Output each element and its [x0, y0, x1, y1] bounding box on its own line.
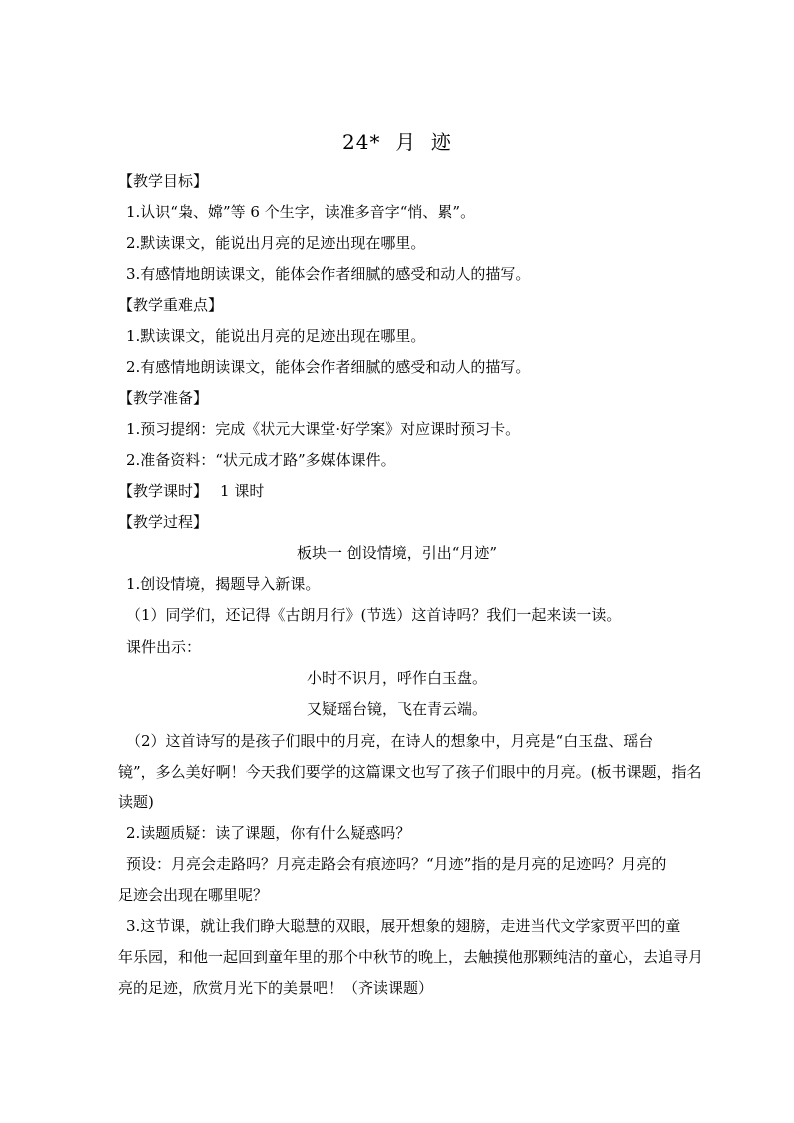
sub-step-1: （1）同学们，还记得《古朗月行》(节选）这首诗吗？我们一起来读一读。	[126, 606, 622, 624]
objective-item: 3.有感情地朗读课文，能体会作者细腻的感受和动人的描写。	[126, 265, 531, 283]
objectives-heading: 【教学目标】	[118, 172, 209, 190]
key-point-item: 2.有感情地朗读课文，能体会作者细腻的感受和动人的描写。	[126, 358, 531, 376]
sub-step-2-line: 读题)	[118, 793, 154, 811]
hours-value: 1 课时	[220, 482, 265, 500]
poem-line: 小时不识月，呼作白玉盘。	[306, 669, 487, 687]
sub-step-2-line: 镜”，多么美好啊！今天我们要学的这篇课文也写了孩子们眼中的月亮。(板书课题，指名	[118, 763, 702, 781]
preset-line: 足迹会出现在哪里呢？	[118, 886, 269, 904]
step-2: 2.读题质疑：读了课题，你有什么疑惑吗？	[126, 824, 411, 842]
block-title: 板块一 创设情境，引出“月迹”	[296, 544, 498, 562]
step-1: 1.创设情境，揭题导入新课。	[126, 575, 321, 593]
preset-line: 预设：月亮会走路吗？月亮走路会有痕迹吗？“月迹”指的是月亮的足迹吗？月亮的	[126, 855, 667, 873]
poem-line: 又疑瑶台镜，飞在青云端。	[306, 700, 487, 718]
courseware-label: 课件出示：	[126, 638, 202, 656]
objective-item: 2.默读课文，能说出月亮的足迹出现在哪里。	[126, 234, 426, 252]
preparation-item: 1.预习提纲：完成《状元大课堂·好学案》对应课时预习卡。	[126, 420, 521, 438]
preparation-heading: 【教学准备】	[118, 389, 209, 407]
step-3-line: 3.这节课，就让我们睁大聪慧的双眼，展开想象的翅膀，走进当代文学家贾平凹的童	[126, 917, 681, 935]
process-heading: 【教学过程】	[118, 513, 209, 531]
step-3-line: 亮的足迹，欣赏月光下的美景吧！（齐读课题）	[118, 979, 434, 997]
preparation-item: 2.准备资料：“状元成才路”多媒体课件。	[126, 451, 396, 469]
hours-row	[118, 481, 264, 501]
key-point-item: 1.默读课文，能说出月亮的足迹出现在哪里。	[126, 327, 426, 345]
key-points-heading: 【教学重难点】	[118, 296, 224, 314]
objective-item: 1.认识“枭、嫦”等 6 个生字，读准多音字“悄、累”。	[126, 203, 476, 221]
hours-heading: 【教学课时】	[118, 482, 209, 500]
sub-step-2-line: （2）这首诗写的是孩子们眼中的月亮，在诗人的想象中，月亮是“白玉盘、瑶台	[126, 732, 654, 750]
document-title: 24* 月 迹	[342, 130, 452, 154]
step-3-line: 年乐园，和他一起回到童年里的那个中秋节的晚上，去触摸他那颗纯洁的童心，去追寻月	[118, 948, 704, 966]
